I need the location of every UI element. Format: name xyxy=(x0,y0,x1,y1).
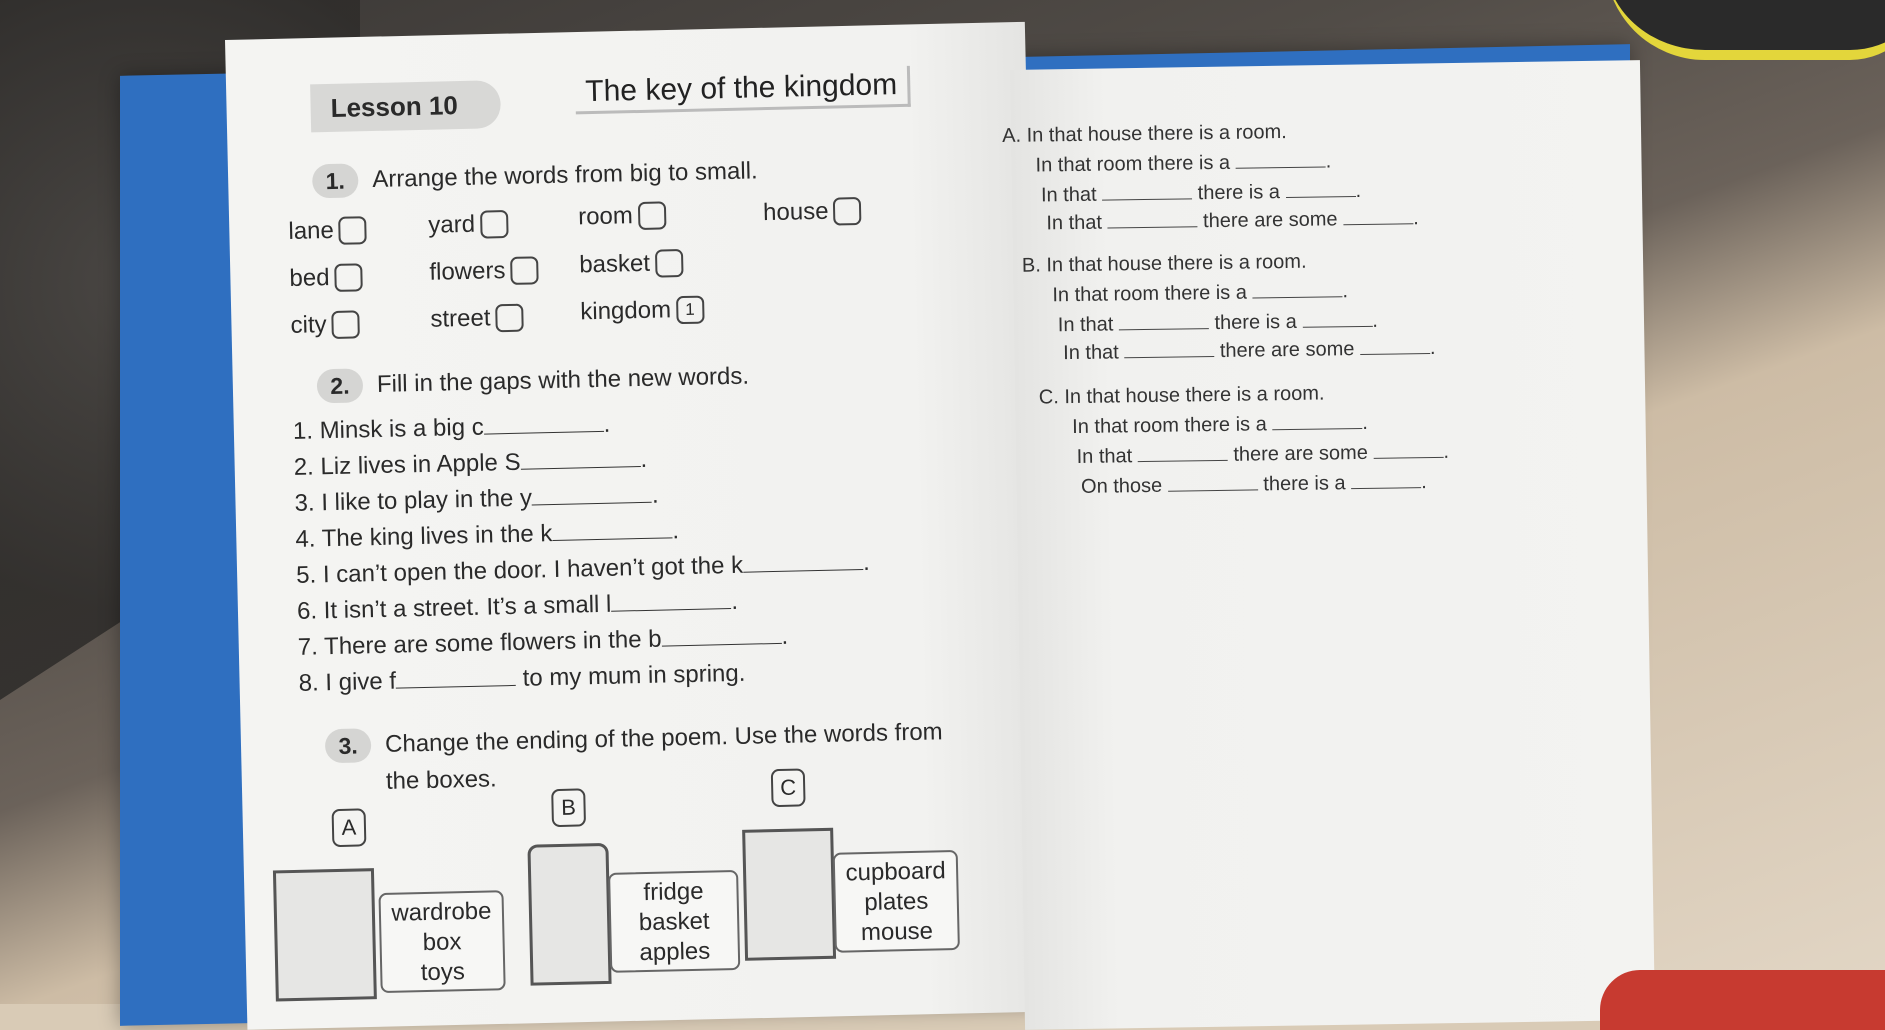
lesson-number: Lesson 10 xyxy=(310,80,501,132)
gap-sentence-7: 7. There are some flowers in the b . xyxy=(297,622,789,661)
box-a-word-1: wardrobe xyxy=(391,897,492,927)
order-box[interactable] xyxy=(833,197,862,226)
gap-blank[interactable] xyxy=(611,588,731,612)
order-box[interactable] xyxy=(655,249,684,278)
word-box-c xyxy=(833,850,960,953)
poem-blank[interactable] xyxy=(1236,150,1326,168)
poem-blank[interactable] xyxy=(1138,444,1228,462)
gap-sentence-5: 5. I can’t open the door. I haven’t got the k . xyxy=(295,548,871,589)
wardrobe-image xyxy=(273,868,377,1001)
poem-blank[interactable] xyxy=(1373,441,1443,459)
order-box[interactable] xyxy=(638,201,667,230)
word-kingdom: kingdom 1 xyxy=(580,296,704,327)
exercise-3-number: 3. xyxy=(325,728,372,763)
exercise-3-instruction: Change the ending of the poem. Use the words from xyxy=(384,718,943,758)
box-c-word-1: cupboard xyxy=(845,857,946,887)
poem-blank[interactable] xyxy=(1302,310,1372,328)
gap-blank[interactable] xyxy=(552,517,672,541)
label-a: A xyxy=(332,808,367,847)
word-box-b xyxy=(608,870,740,973)
word-yard: yard xyxy=(428,210,508,240)
poem-a-line-3: In that there is a . xyxy=(1040,179,1362,207)
exercise-2-instruction: Fill in the gaps with the new words. xyxy=(376,362,750,398)
poem-blank[interactable] xyxy=(1360,337,1430,355)
gap-blank[interactable] xyxy=(396,665,516,689)
fridge-image xyxy=(527,843,611,986)
gap-sentence-6: 6. It isn’t a street. It’s a small l . xyxy=(296,587,739,625)
poem-blank[interactable] xyxy=(1285,180,1355,198)
word-room: room xyxy=(578,201,666,231)
exercise-3-header xyxy=(325,715,943,763)
poem-a-line-2: In that room there is a . xyxy=(1035,150,1332,177)
poem-blank[interactable] xyxy=(1272,412,1362,430)
exercise-1-number: 1. xyxy=(312,163,359,198)
word-box-a xyxy=(378,890,505,993)
label-c: C xyxy=(771,768,806,807)
exercise-1-instruction: Arrange the words from big to small. xyxy=(371,157,758,194)
poem-c-line-2: In that room there is a . xyxy=(1072,411,1369,439)
box-c-word-2: plates xyxy=(863,887,929,917)
gap-blank[interactable] xyxy=(520,446,640,470)
exercise-3-instruction-2: the boxes. xyxy=(385,765,497,795)
poem-b-line-4: In that there are some . xyxy=(1063,336,1436,365)
exercise-2-header xyxy=(317,360,750,404)
order-box[interactable] xyxy=(338,216,367,245)
poem-a-line-4: In that there are some . xyxy=(1046,207,1419,235)
poem-b-line-3: In that there is a . xyxy=(1057,309,1379,337)
order-box-filled[interactable]: 1 xyxy=(676,296,705,325)
order-box[interactable] xyxy=(331,310,360,339)
right-page-content xyxy=(1000,117,1567,625)
left-page-content xyxy=(285,64,1025,987)
word-house: house xyxy=(763,197,862,227)
poem-b-line-1: B. In that house there is a room. xyxy=(1021,250,1307,277)
exercise-1-header xyxy=(312,154,758,198)
gap-blank[interactable] xyxy=(661,623,781,647)
box-a-word-3: toys xyxy=(420,958,466,987)
poem-blank[interactable] xyxy=(1351,471,1421,489)
word-basket: basket xyxy=(579,249,683,279)
poem-blank[interactable] xyxy=(1252,280,1342,298)
poem-blank[interactable] xyxy=(1168,473,1258,491)
poem-blank[interactable] xyxy=(1119,312,1209,330)
box-b-word-3: apples xyxy=(639,937,711,967)
poem-blank[interactable] xyxy=(1107,210,1197,228)
box-b-word-2: basket xyxy=(638,907,710,937)
word-city: city xyxy=(290,310,360,340)
word-lane: lane xyxy=(288,216,367,246)
gap-blank[interactable] xyxy=(743,549,863,573)
poem-c-line-3: In that there are some . xyxy=(1076,440,1450,468)
poem-blank[interactable] xyxy=(1102,182,1192,200)
gap-sentence-8: 8. I give f to my mum in spring. xyxy=(298,659,746,697)
order-box[interactable] xyxy=(510,256,539,285)
box-a-word-2: box xyxy=(422,928,462,957)
poem-blank[interactable] xyxy=(1343,207,1413,225)
box-b-word-1: fridge xyxy=(643,877,704,907)
lesson-title: The key of the kingdom xyxy=(575,66,911,115)
red-object xyxy=(1600,970,1885,1030)
gap-sentence-4: 4. The king lives in the k . xyxy=(295,517,680,553)
gap-sentence-2: 2. Liz lives in Apple S . xyxy=(293,445,648,481)
order-box[interactable] xyxy=(495,304,524,333)
word-flowers: flowers xyxy=(429,256,539,286)
gap-sentence-1: 1. Minsk is a big c . xyxy=(292,410,611,445)
gap-blank[interactable] xyxy=(532,482,652,506)
poem-b-line-2: In that room there is a . xyxy=(1052,280,1349,307)
poem-blank[interactable] xyxy=(1124,340,1214,358)
poem-c-line-1: C. In that house there is a room. xyxy=(1038,382,1325,409)
exercise-2-number: 2. xyxy=(317,368,364,403)
label-b: B xyxy=(551,788,586,827)
box-c-word-3: mouse xyxy=(860,917,934,947)
word-bed: bed xyxy=(289,263,363,293)
order-box[interactable] xyxy=(334,263,363,292)
poem-c-line-4: On those there is a . xyxy=(1080,471,1427,498)
poem-a-line-1: A. In that house there is a room. xyxy=(1001,120,1287,147)
order-box[interactable] xyxy=(480,210,509,239)
cupboard-image xyxy=(742,828,836,961)
word-street: street xyxy=(430,304,524,334)
gap-sentence-3: 3. I like to play in the y . xyxy=(294,481,659,517)
gap-blank[interactable] xyxy=(483,411,603,435)
